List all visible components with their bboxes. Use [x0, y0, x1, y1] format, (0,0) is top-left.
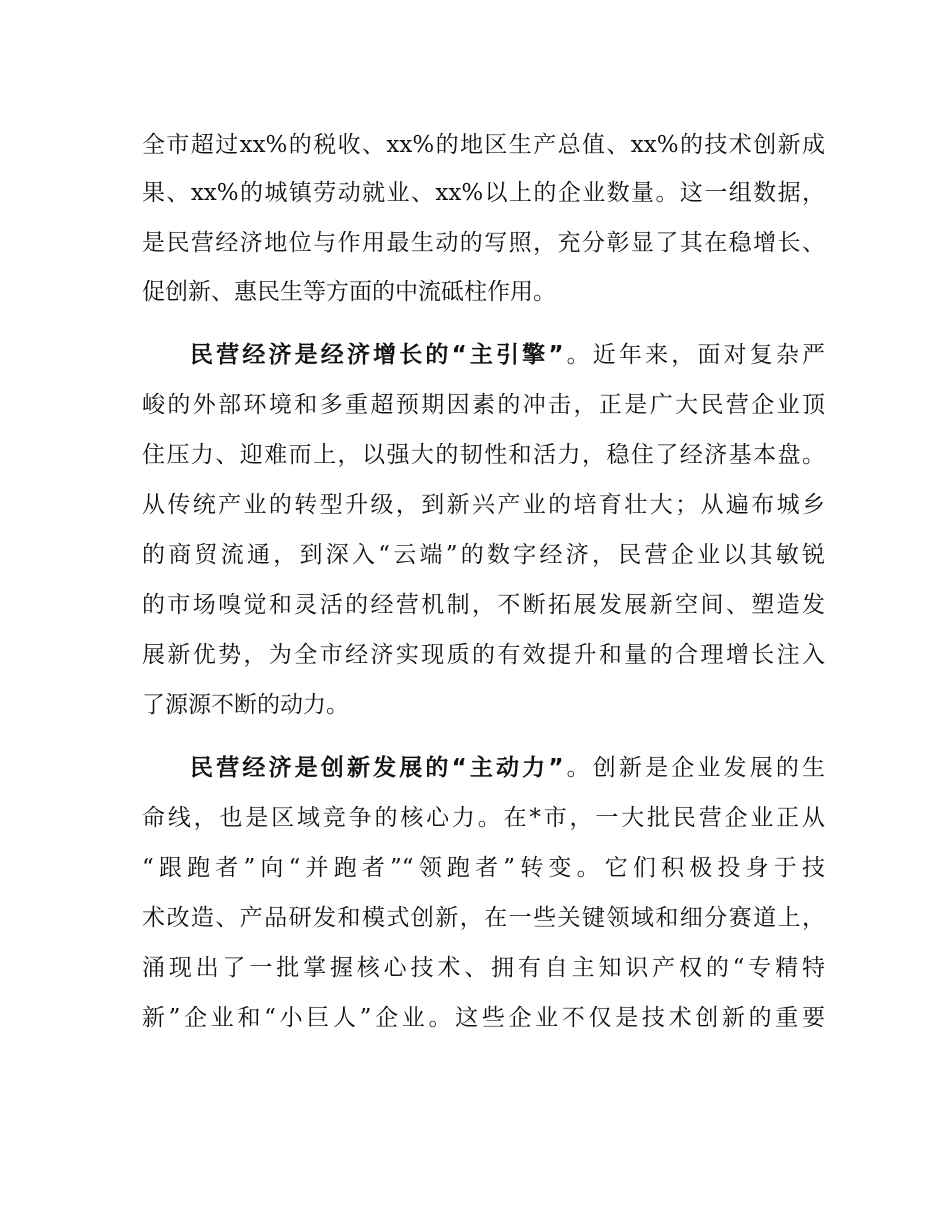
text-line: 涌现出了一批掌握核心技术、拥有自主知识产权的“专精特 — [142, 955, 825, 981]
text-line: 的市场嗅觉和灵活的经营机制，不断拓展发展新空间、塑造发 — [142, 592, 825, 618]
text-line: 是民营经济地位与作用最生动的写照，充分彰显了其在稳增长、 — [142, 230, 825, 256]
paragraph-heading: 民营经济是创新发展的“主动力” — [190, 755, 564, 781]
text-line: “跟跑者”向“并跑者”“领跑者”转变。它们积极投身于技 — [142, 855, 825, 881]
text-line: 新”企业和“小巨人”企业。这些企业不仅是技术创新的重要 — [142, 1005, 825, 1031]
text-line: 果、xx%的城镇劳动就业、xx%以上的企业数量。这一组数据， — [142, 180, 825, 206]
text-line: 命线，也是区域竞争的核心力。在*市，一大批民营企业正从 — [142, 805, 825, 831]
paragraph-heading: 民营经济是经济增长的“主引擎” — [190, 342, 564, 368]
text-line: 峻的外部环境和多重超预期因素的冲击，正是广大民营企业顶 — [142, 392, 825, 418]
text-line: 促创新、惠民生等方面的中流砥柱作用。 — [142, 279, 556, 305]
text-line: 全市超过xx%的税收、xx%的地区生产总值、xx%的技术创新成 — [142, 132, 825, 158]
text-line: 的商贸流通，到深入“云端”的数字经济，民营企业以其敏锐 — [142, 542, 825, 568]
text-span: 。创新是企业发展的生 — [563, 755, 826, 781]
text-line — [190, 339, 825, 371]
text-line: 从传统产业的转型升级，到新兴产业的培育壮大；从遍布城乡 — [142, 492, 825, 518]
text-line — [190, 752, 825, 784]
text-line: 展新优势，为全市经济实现质的有效提升和量的合理增长注入 — [142, 642, 825, 668]
text-line: 了源源不断的动力。 — [142, 692, 349, 718]
text-line: 术改造、产品研发和模式创新，在一些关键领域和细分赛道上， — [142, 905, 825, 931]
text-span: 。近年来，面对复杂严 — [563, 342, 826, 368]
text-line: 住压力、迎难而上，以强大的韧性和活力，稳住了经济基本盘。 — [142, 442, 825, 468]
